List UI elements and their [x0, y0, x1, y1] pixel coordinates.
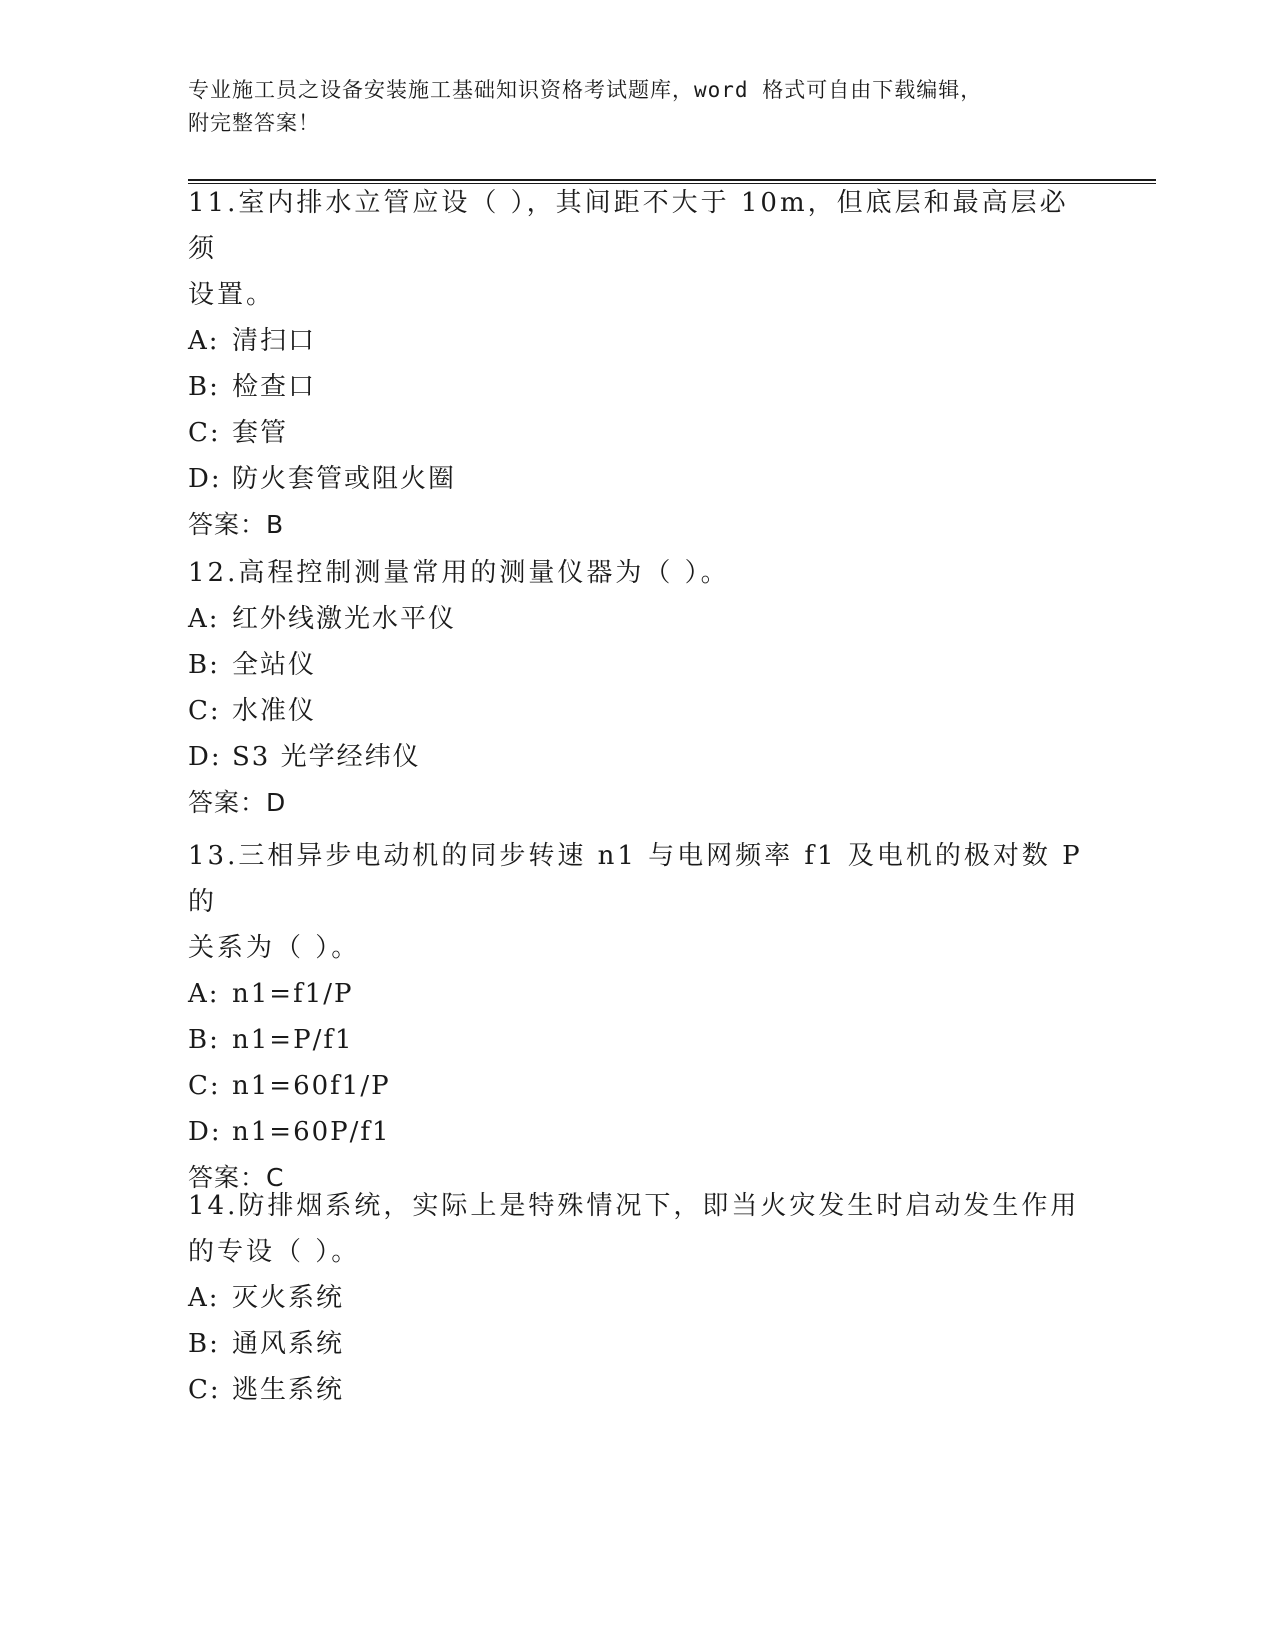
- question-stem-line-1: 11.室内排水立管应设（ ），其间距不大于 10m，但底层和最高层必须: [188, 188, 1069, 264]
- question-stem-line-2: 设置。: [188, 280, 276, 310]
- option-text: 通风系统: [232, 1329, 345, 1359]
- option-key: B:: [188, 1025, 220, 1055]
- option-a: [188, 318, 1088, 364]
- document-header: [188, 74, 1068, 140]
- option-text: S3 光学经纬仪: [232, 742, 421, 772]
- option-text: 水准仪: [232, 696, 317, 726]
- option-text: 防火套管或阻火圈: [232, 464, 457, 494]
- option-text: n1=60f1/P: [232, 1071, 391, 1101]
- option-key: A:: [188, 1283, 220, 1313]
- option-b: [188, 1321, 1088, 1367]
- question-13: [188, 833, 1088, 1201]
- option-b: [188, 1017, 1088, 1063]
- question-stem-line-1: 12.高程控制测量常用的测量仪器为（ ）。: [188, 558, 730, 588]
- answer-line: 答案：D: [188, 788, 287, 817]
- option-text: 灭火系统: [232, 1283, 345, 1313]
- option-text: n1=60P/f1: [232, 1117, 391, 1147]
- option-a: [188, 596, 1088, 642]
- option-text: n1=f1/P: [232, 979, 354, 1009]
- option-key: B:: [188, 1329, 220, 1359]
- question-14: [188, 1183, 1088, 1413]
- option-text: 逃生系统: [232, 1375, 345, 1405]
- option-a: [188, 971, 1088, 1017]
- option-b: [188, 364, 1088, 410]
- question-stem-line-1: 13.三相异步电动机的同步转速 n1 与电网频率 f1 及电机的极对数 P 的: [188, 841, 1083, 917]
- question-stem-line-1: 14.防排烟系统，实际上是特殊情况下，即当火灾发生时启动发生作用: [188, 1191, 1080, 1221]
- option-c: [188, 688, 1088, 734]
- option-key: A:: [188, 979, 220, 1009]
- option-a: [188, 1275, 1088, 1321]
- option-key: A:: [188, 604, 220, 634]
- question-11: [188, 180, 1088, 548]
- option-d: [188, 456, 1088, 502]
- option-text: 红外线激光水平仪: [232, 604, 457, 634]
- option-d: [188, 1109, 1088, 1155]
- answer-line: 答案：C: [188, 1163, 285, 1192]
- option-key: B:: [188, 372, 220, 402]
- option-text: 清扫口: [232, 326, 317, 356]
- question-stem-line-2: 的专设（ ）。: [188, 1237, 361, 1267]
- option-key: C:: [188, 696, 221, 726]
- option-key: D:: [188, 464, 222, 494]
- option-key: D:: [188, 742, 222, 772]
- question-12: [188, 550, 1088, 826]
- option-c: [188, 1063, 1088, 1109]
- option-key: B:: [188, 650, 220, 680]
- option-c: [188, 1367, 1088, 1413]
- option-c: [188, 410, 1088, 456]
- option-key: A:: [188, 326, 220, 356]
- option-text: n1=P/f1: [232, 1025, 354, 1055]
- option-b: [188, 642, 1088, 688]
- question-stem-line-2: 关系为（ ）。: [188, 933, 361, 963]
- option-key: C:: [188, 1071, 221, 1101]
- option-key: C:: [188, 1375, 221, 1405]
- option-key: D:: [188, 1117, 222, 1147]
- option-text: 套管: [232, 418, 289, 448]
- option-key: C:: [188, 418, 221, 448]
- answer-line: 答案：B: [188, 510, 285, 539]
- header-line-2: 附完整答案！: [188, 111, 320, 135]
- option-text: 全站仪: [232, 650, 317, 680]
- header-line-1: 专业施工员之设备安装施工基础知识资格考试题库，word 格式可自由下载编辑，: [188, 78, 983, 102]
- option-d: [188, 734, 1088, 780]
- option-text: 检查口: [232, 372, 317, 402]
